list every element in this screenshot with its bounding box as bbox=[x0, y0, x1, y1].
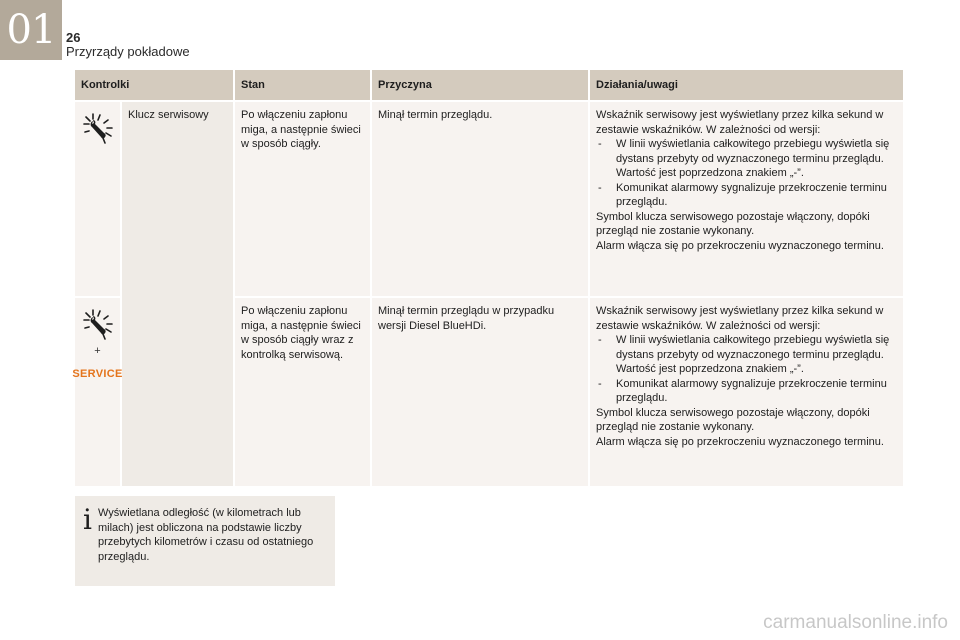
watermark: carmanualsonline.info bbox=[763, 612, 948, 633]
section-title: Przyrządy pokładowe bbox=[66, 44, 190, 59]
list-item: - Komunikat alarmowy sygnalizuje przekroczenie terminu przeglądu. bbox=[596, 377, 897, 406]
cause-cell: Minął termin przeglądu w przypadku wersji Diesel BlueHDi. bbox=[372, 296, 590, 486]
actions-outro: Symbol klucza serwisowego pozostaje włączony, dopóki przegląd nie zostanie wykonany. bbox=[596, 406, 870, 433]
list-item: - W linii wyświetlania całkowitego przebiegu wyświetla się dystans przebyty od wyznaczonego terminu przeglądu. Wartość jest poprzedzona znakiem „-”. bbox=[596, 137, 897, 181]
table-row bbox=[75, 100, 903, 296]
cause-cell: Minął termin przeglądu. bbox=[372, 100, 590, 296]
actions-outro: Symbol klucza serwisowego pozostaje włączony, dopóki przegląd nie zostanie wykonany. bbox=[596, 210, 870, 237]
header-stan: Stan bbox=[235, 70, 372, 100]
wrench-icon bbox=[81, 308, 115, 342]
info-note-box bbox=[75, 496, 335, 586]
table-header-row bbox=[75, 70, 903, 100]
service-warning-icon: SERVICE bbox=[72, 367, 123, 380]
actions-outro: Alarm włącza się po przekroczeniu wyznaczonego terminu. bbox=[596, 435, 884, 448]
wrench-icon bbox=[81, 112, 115, 146]
lamp-icon-cell bbox=[75, 100, 122, 296]
list-item: - Komunikat alarmowy sygnalizuje przekroczenie terminu przeglądu. bbox=[596, 181, 897, 210]
actions-intro: Wskaźnik serwisowy jest wyświetlany przez kilka sekund w zestawie wskaźników. W zależności od wersji: bbox=[596, 109, 884, 136]
plus-sign: + bbox=[94, 345, 101, 357]
actions-cell bbox=[590, 296, 903, 486]
warning-lamp-table bbox=[72, 70, 903, 486]
actions-list bbox=[596, 137, 897, 210]
header-kontrolki: Kontrolki bbox=[75, 70, 235, 100]
list-item: - W linii wyświetlania całkowitego przebiegu wyświetla się dystans przebyty od wyznaczonego terminu przeglądu. Wartość jest poprzedzona znakiem „-”. bbox=[596, 333, 897, 377]
chapter-tab: 01 bbox=[0, 0, 62, 60]
actions-intro: Wskaźnik serwisowy jest wyświetlany przez kilka sekund w zestawie wskaźników. W zależności od wersji: bbox=[596, 305, 884, 332]
actions-outro: Alarm włącza się po przekroczeniu wyznaczonego terminu. bbox=[596, 239, 884, 252]
state-cell: Po włączeniu zapłonu miga, a następnie świeci w sposób ciągły wraz z kontrolką serwisową. bbox=[235, 296, 372, 486]
header-przyczyna: Przyczyna bbox=[372, 70, 590, 100]
info-icon: i bbox=[83, 503, 92, 536]
info-note-text: Wyświetlana odległość (w kilometrach lub milach) jest obliczona na podstawie liczby przebytych kilometrów i czasu od ostatniego przeglądu. bbox=[98, 507, 314, 563]
actions-cell bbox=[590, 100, 903, 296]
header-dzialania: Działania/uwagi bbox=[590, 70, 903, 100]
lamp-name-cell: Klucz serwisowy bbox=[122, 100, 235, 486]
actions-list bbox=[596, 333, 897, 406]
state-cell: Po włączeniu zapłonu miga, a następnie świeci w sposób ciągły. bbox=[235, 100, 372, 296]
lamp-icon-cell bbox=[72, 296, 123, 486]
page-number: 26 bbox=[66, 30, 81, 45]
